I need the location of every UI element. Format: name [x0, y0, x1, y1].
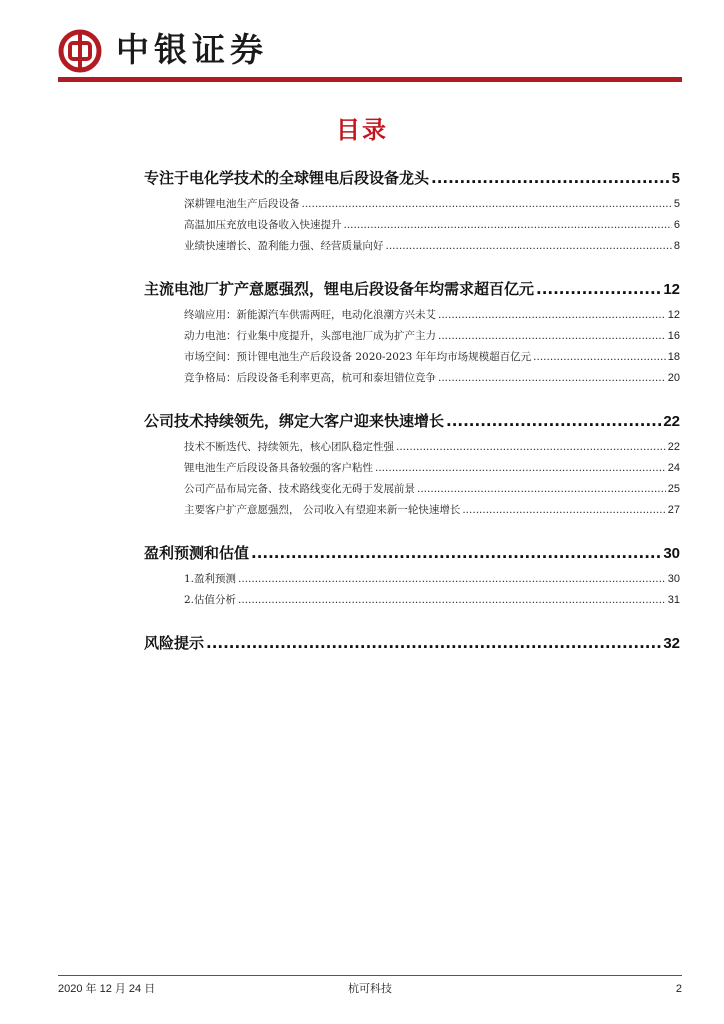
- toc-subsection-title: 锂电池生产后段设备具备较强的客户粘性: [184, 462, 373, 474]
- dot-leader: [238, 590, 666, 611]
- toc-title: 目录: [336, 116, 388, 144]
- header-rule: [58, 77, 682, 82]
- toc-subsection-title: 动力电池：行业集中度提升，头部电池厂成为扩产主力: [184, 330, 436, 342]
- toc-section-title: 专注于电化学技术的全球锂电后段设备龙头: [144, 169, 430, 187]
- dot-leader: [238, 569, 666, 590]
- toc-subsection-entry[interactable]: [144, 368, 680, 389]
- toc-subsection-page: 12: [667, 309, 680, 321]
- toc-section-page: 30: [663, 545, 680, 562]
- dot-leader: [251, 541, 661, 565]
- footer-rule: [58, 975, 682, 976]
- toc-subsection-title: 深耕锂电池生产后段设备: [184, 198, 300, 210]
- toc-subsection-list: [144, 305, 680, 389]
- bank-of-china-logo-icon: [58, 29, 102, 73]
- toc-section-entry[interactable]: [144, 409, 680, 433]
- toc-section-title: 主流电池厂扩产意愿强烈，锂电后段设备年均需求超百亿元: [144, 280, 535, 298]
- toc-subsection-entry[interactable]: [144, 500, 680, 521]
- toc-subsection-title: 技术不断迭代、持续领先，核心团队稳定性强: [184, 441, 394, 453]
- page-number: 2: [675, 983, 682, 995]
- toc-subsection-entry[interactable]: [144, 569, 680, 590]
- toc-subsection-page: 31: [667, 594, 680, 606]
- toc-section-page: 5: [671, 170, 680, 187]
- toc-section-page: 32: [663, 635, 680, 652]
- dot-leader: [431, 166, 670, 190]
- toc-section-page: 12: [663, 281, 680, 298]
- toc-subsection-entry[interactable]: [144, 305, 680, 326]
- toc-subsection-title: 业绩快速增长、盈利能力强、经营质量向好: [184, 240, 384, 252]
- toc-subsection-entry[interactable]: [144, 458, 680, 479]
- toc-subsection-list: [144, 569, 680, 611]
- toc-section-title: 风险提示: [144, 634, 205, 652]
- toc-subsection-page: 27: [667, 504, 680, 516]
- toc-subsection-title: 2.估值分析: [184, 594, 237, 606]
- toc-subsection-title: 终端应用：新能源汽车供需两旺，电动化浪潮方兴未艾: [184, 309, 436, 321]
- toc-section-entry[interactable]: [144, 541, 680, 565]
- toc-subsection-page: 20: [667, 372, 680, 384]
- toc-subsection-title: 主要客户扩产意愿强烈， 公司收入有望迎来新一轮快速增长: [184, 504, 461, 516]
- toc-subsection-title: 1.盈利预测: [184, 573, 237, 585]
- toc-section-entry[interactable]: [144, 277, 680, 301]
- toc-subsection-page: 5: [673, 198, 680, 210]
- toc-section-page: 22: [663, 413, 680, 430]
- toc-subsection-list: [144, 437, 680, 521]
- toc-subsection-list: [144, 194, 680, 257]
- toc-subsection-entry[interactable]: [144, 347, 680, 368]
- toc-subsection-entry[interactable]: [144, 194, 680, 215]
- toc-subsection-title: 竞争格局：后段设备毛利率更高，杭可和泰坦错位竞争: [184, 372, 436, 384]
- report-date: 2020 年 12 月 24 日: [58, 983, 156, 995]
- dot-leader: [386, 236, 672, 257]
- toc-subsection-title: 高温加压充放电设备收入快速提升: [184, 219, 342, 231]
- dot-leader: [396, 437, 666, 458]
- dot-leader: [536, 277, 661, 301]
- toc-subsection-entry[interactable]: [144, 236, 680, 257]
- dot-leader: [438, 368, 666, 389]
- toc-section-entry[interactable]: [144, 166, 680, 190]
- dot-leader: [462, 500, 665, 521]
- page-header: [58, 26, 682, 82]
- toc-section-entry[interactable]: [144, 631, 680, 655]
- dot-leader: [417, 479, 666, 500]
- toc-subsection-entry[interactable]: [144, 590, 680, 611]
- page-footer: [58, 980, 682, 998]
- dot-leader: [344, 215, 672, 236]
- dot-leader: [446, 409, 661, 433]
- toc-subsection-entry[interactable]: [144, 326, 680, 347]
- dot-leader: [302, 194, 672, 215]
- toc-subsection-page: 8: [673, 240, 680, 252]
- toc-subsection-page: 30: [667, 573, 680, 585]
- toc-subsection-page: 18: [667, 351, 680, 363]
- toc-subsection-entry[interactable]: [144, 437, 680, 458]
- toc-subsection-page: 22: [667, 441, 680, 453]
- toc-subsection-title: 市场空间：预计锂电池生产后段设备 2020-2023 年年均市场规模超百亿元: [184, 351, 532, 363]
- dot-leader: [438, 305, 666, 326]
- toc-subsection-entry[interactable]: [144, 215, 680, 236]
- toc-subsection-page: 25: [667, 483, 680, 495]
- toc-subsection-page: 16: [667, 330, 680, 342]
- toc-subsection-page: 24: [667, 462, 680, 474]
- toc-section-title: 公司技术持续领先，绑定大客户迎来快速增长: [144, 412, 445, 430]
- dot-leader: [375, 458, 666, 479]
- toc-section-title: 盈利预测和估值: [144, 544, 250, 562]
- table-of-contents: [144, 166, 680, 655]
- toc-subsection-page: 6: [673, 219, 680, 231]
- brand-name: 中银证券: [116, 30, 268, 69]
- dot-leader: [206, 631, 661, 655]
- toc-subsection-title: 公司产品布局完备、技术路线变化无碍于发展前景: [184, 483, 415, 495]
- company-name: 杭可科技: [348, 982, 392, 995]
- dot-leader: [438, 326, 666, 347]
- toc-subsection-entry[interactable]: [144, 479, 680, 500]
- dot-leader: [533, 347, 666, 368]
